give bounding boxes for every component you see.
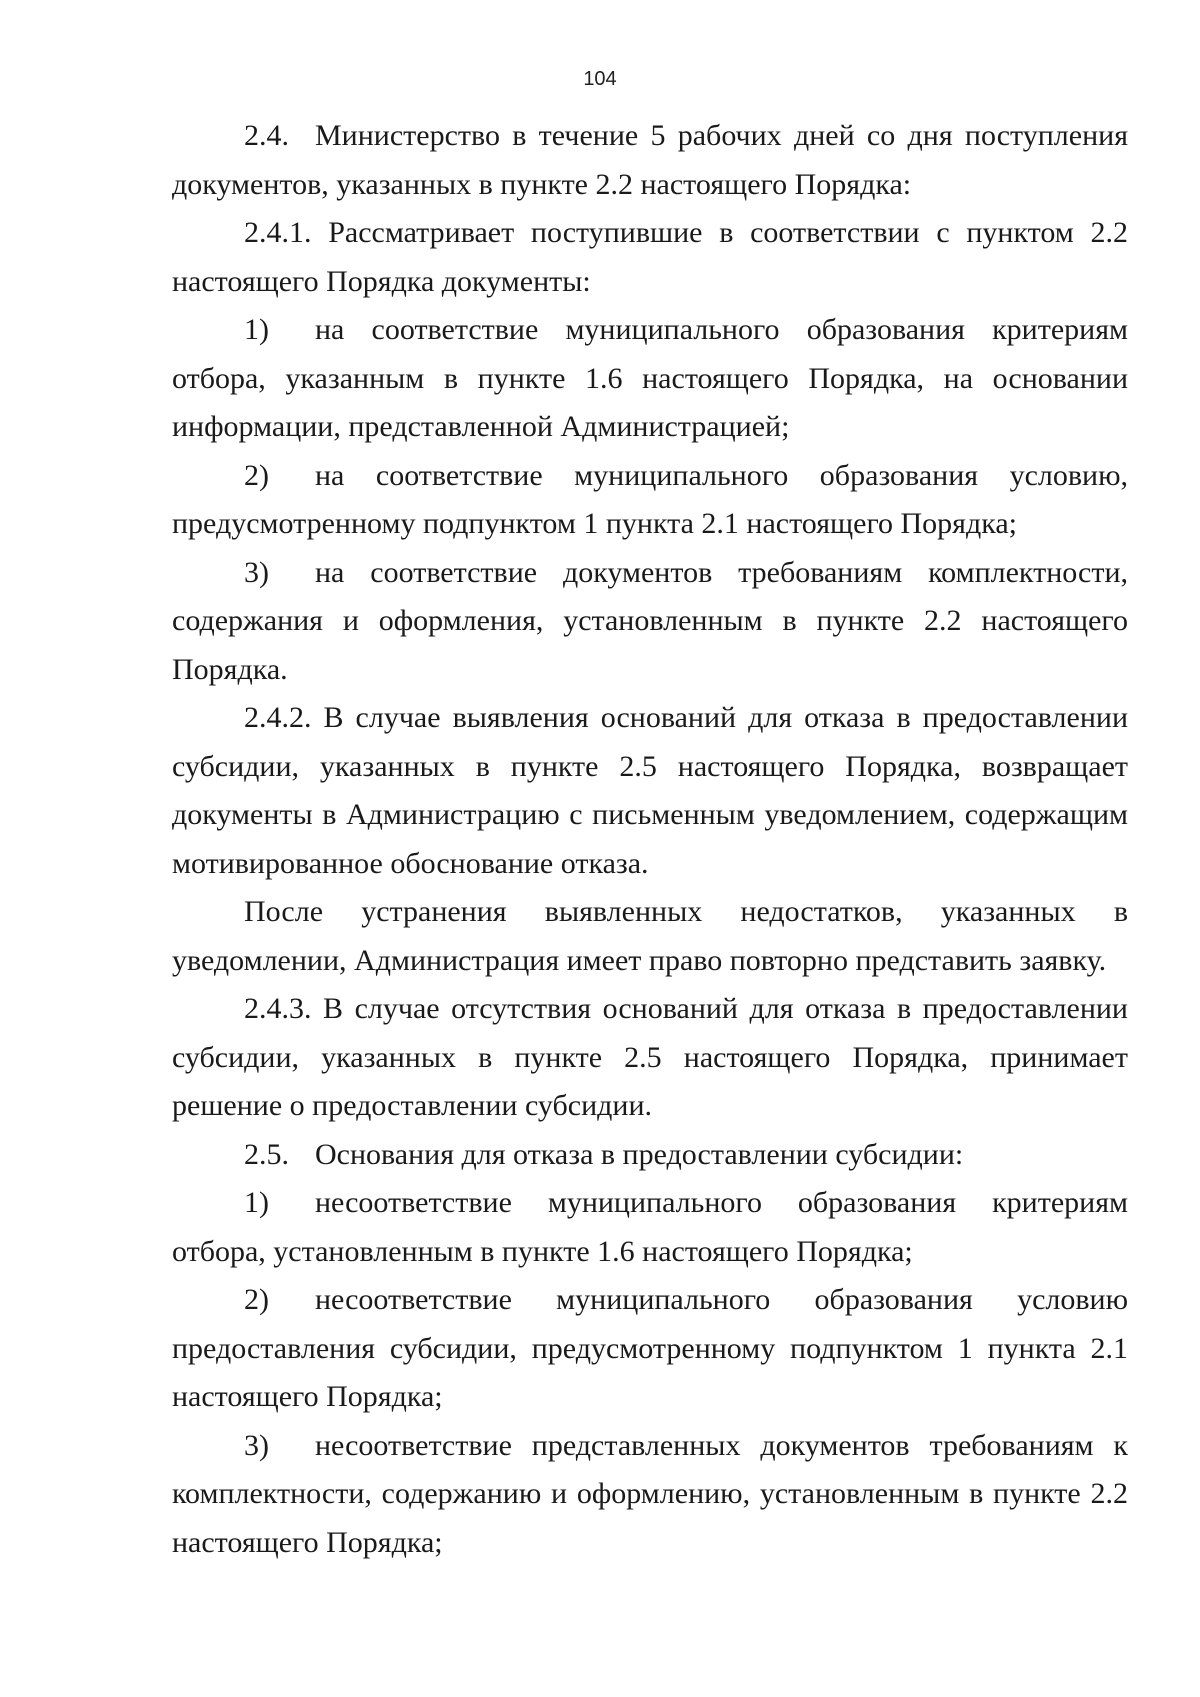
paragraph-label: 2.5.: [244, 1137, 289, 1171]
list-item-text: несоответствие муниципального образования критериям отбора, установленным в пункте 1.6 настоящего Порядка;: [172, 1186, 1128, 1268]
paragraph-text: После устранения выявленных недостатков, указанных в уведомлении, Администрация имеет право повторно представить заявку.: [172, 895, 1128, 977]
list-item-label: 2): [244, 458, 269, 492]
paragraph-text: Основания для отказа в предоставлении субсидии:: [315, 1137, 964, 1171]
paragraph-2-4-2: [172, 694, 1128, 888]
paragraph-2-4-1: [172, 209, 1128, 306]
list-item-2: [172, 452, 1128, 549]
list-item-label: 1): [244, 1186, 269, 1219]
paragraph-2-5: [172, 1131, 1128, 1180]
document-body: [172, 112, 1128, 1567]
page-number: 104: [583, 68, 617, 90]
paragraph-2-4: [172, 112, 1128, 209]
list-item-3: [172, 549, 1128, 695]
paragraph-2-4-3: [172, 985, 1128, 1131]
list-item-label: 3): [244, 1428, 269, 1462]
list-item-label: 2): [244, 1283, 269, 1316]
list-item-text: несоответствие представленных документов требованиям к комплектности, содержанию и оформлению, установленным в пункте 2.2 настоящего Порядка;: [172, 1428, 1128, 1559]
list-item-text: на соответствие муниципального образования критериям отбора, указанным в пункте 1.6 настоящего Порядка, на основании информации, представленной Администрацией;: [172, 313, 1128, 443]
list-item-label: 3): [244, 555, 269, 589]
refusal-item-1: [172, 1179, 1128, 1276]
paragraph-after-correction: [172, 888, 1128, 985]
list-item-text: несоответствие муниципального образования условию предоставления субсидии, предусмотренному подпунктом 1 пункта 2.1 настоящего Порядка;: [172, 1283, 1128, 1413]
paragraph-text: 2.4.1. Рассматривает поступившие в соответствии с пунктом 2.2 настоящего Порядка документы:: [172, 216, 1128, 298]
paragraph-label: 2.4.: [244, 119, 289, 152]
list-item-1: [172, 306, 1128, 452]
paragraph-text: 2.4.2. В случае выявления оснований для отказа в предоставлении субсидии, указанных в пункте 2.5 настоящего Порядка, возвращает документы в Администрацию с письменным уведомлением, содержащим мотивированное обоснование отказа.: [172, 701, 1128, 880]
refusal-item-3: [172, 1422, 1128, 1568]
list-item-text: на соответствие документов требованиям комплектности, содержания и оформления, установленным в пункте 2.2 настоящего Порядка.: [172, 555, 1128, 686]
refusal-item-2: [172, 1276, 1128, 1422]
paragraph-text: 2.4.3. В случае отсутствия оснований для отказа в предоставлении субсидии, указанных в пункте 2.5 настоящего Порядка, принимает решение о предоставлении субсидии.: [172, 992, 1128, 1122]
paragraph-text: Министерство в течение 5 рабочих дней со дня поступления документов, указанных в пункте 2.2 настоящего Порядка:: [172, 119, 1128, 201]
list-item-text: на соответствие муниципального образования условию, предусмотренному подпунктом 1 пункта 2.1 настоящего Порядка;: [172, 458, 1128, 540]
list-item-label: 1): [244, 313, 269, 346]
